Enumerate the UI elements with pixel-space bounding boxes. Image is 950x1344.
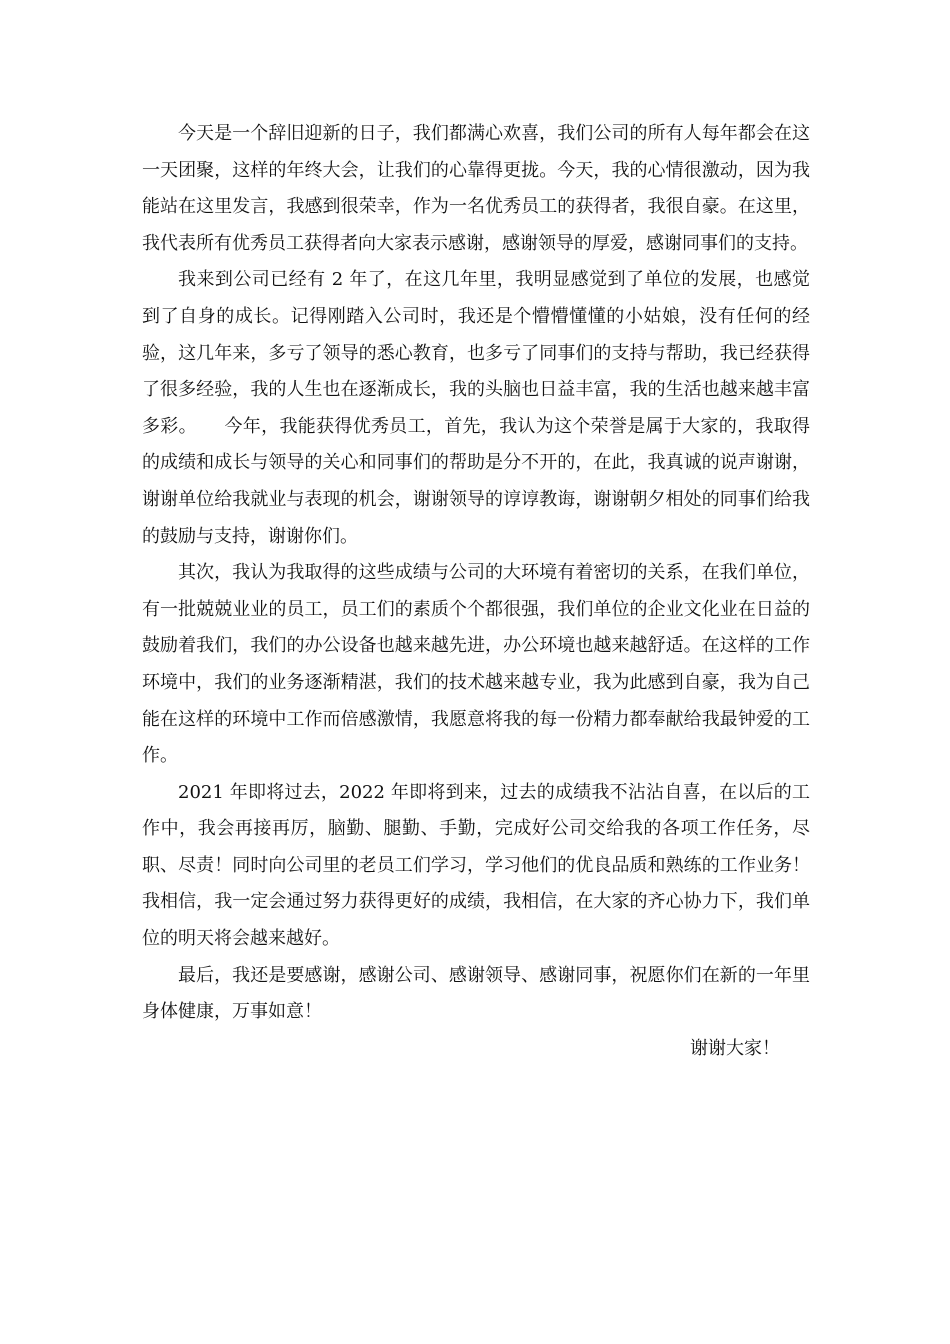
paragraph-2: 我来到公司已经有 2 年了，在这几年里，我明显感觉到了单位的发展，也感觉到了自身的成长。记得刚踏入公司时，我还是个懵懵懂懂的小姑娘，没有任何的经验，这几年来，多亏了领导的悉心教育，也多亏了同事们的支持与帮助，我已经获得了很多经验，我的人生也在逐渐成长，我的头脑也日益丰富，我的生活也越来越丰富多彩。 今年，我能获得优秀员工，首先，我认为这个荣誉是属于大家的，我取得的成绩和成长与领导的关心和同事们的帮助是分不开的，在此，我真诚的说声谢谢，谢谢单位给我就业与表现的机会，谢谢领导的谆谆教诲，谢谢朝夕相处的同事们给我的鼓励与支持，谢谢你们。	[142, 269, 810, 547]
closing-line: 谢谢大家！	[690, 1037, 780, 1059]
document-body	[142, 116, 828, 1067]
paragraph-4: 2021 年即将过去，2022 年即将到来，过去的成绩我不沾沾自喜，在以后的工作中，我会再接再厉，脑勤、腿勤、手勤，完成好公司交给我的各项工作任务，尽职、尽责！同时向公司里的老员工们学习，学习他们的优良品质和熟练的工作业务！ 我相信，我一定会通过努力获得更好的成绩，我相信，在大家的齐心协力下，我们单位的明天将会越来越好。	[142, 781, 828, 950]
paragraph-3: 其次，我认为我取得的这些成绩与公司的大环境有着密切的关系，在我们单位，有一批兢兢业业的员工，员工们的素质个个都很强，我们单位的企业文化业在日益的鼓励着我们，我们的办公设备也越来越先进，办公环境也越来越舒适。在这样的工作环境中，我们的业务逐渐精湛，我们的技术越来越专业，我为此感到自豪，我为自己能在这样的环境中工作而倍感激情，我愿意将我的每一份精力都奉献给我最钟爱的工作。	[142, 562, 810, 767]
paragraph-1: 今天是一个辞旧迎新的日子，我们都满心欢喜，我们公司的所有人每年都会在这一天团聚，这样的年终大会，让我们的心靠得更拢。今天，我的心情很激动，因为我能站在这里发言，我感到很荣幸，作为一名优秀员工的获得者，我很自豪。在这里，我代表所有优秀员工获得者向大家表示感谢，感谢领导的厚爱，感谢同事们的支持。	[142, 123, 810, 254]
paragraph-5: 最后，我还是要感谢，感谢公司、感谢领导、感谢同事，祝愿你们在新的一年里身体健康，万事如意！	[142, 964, 810, 1023]
